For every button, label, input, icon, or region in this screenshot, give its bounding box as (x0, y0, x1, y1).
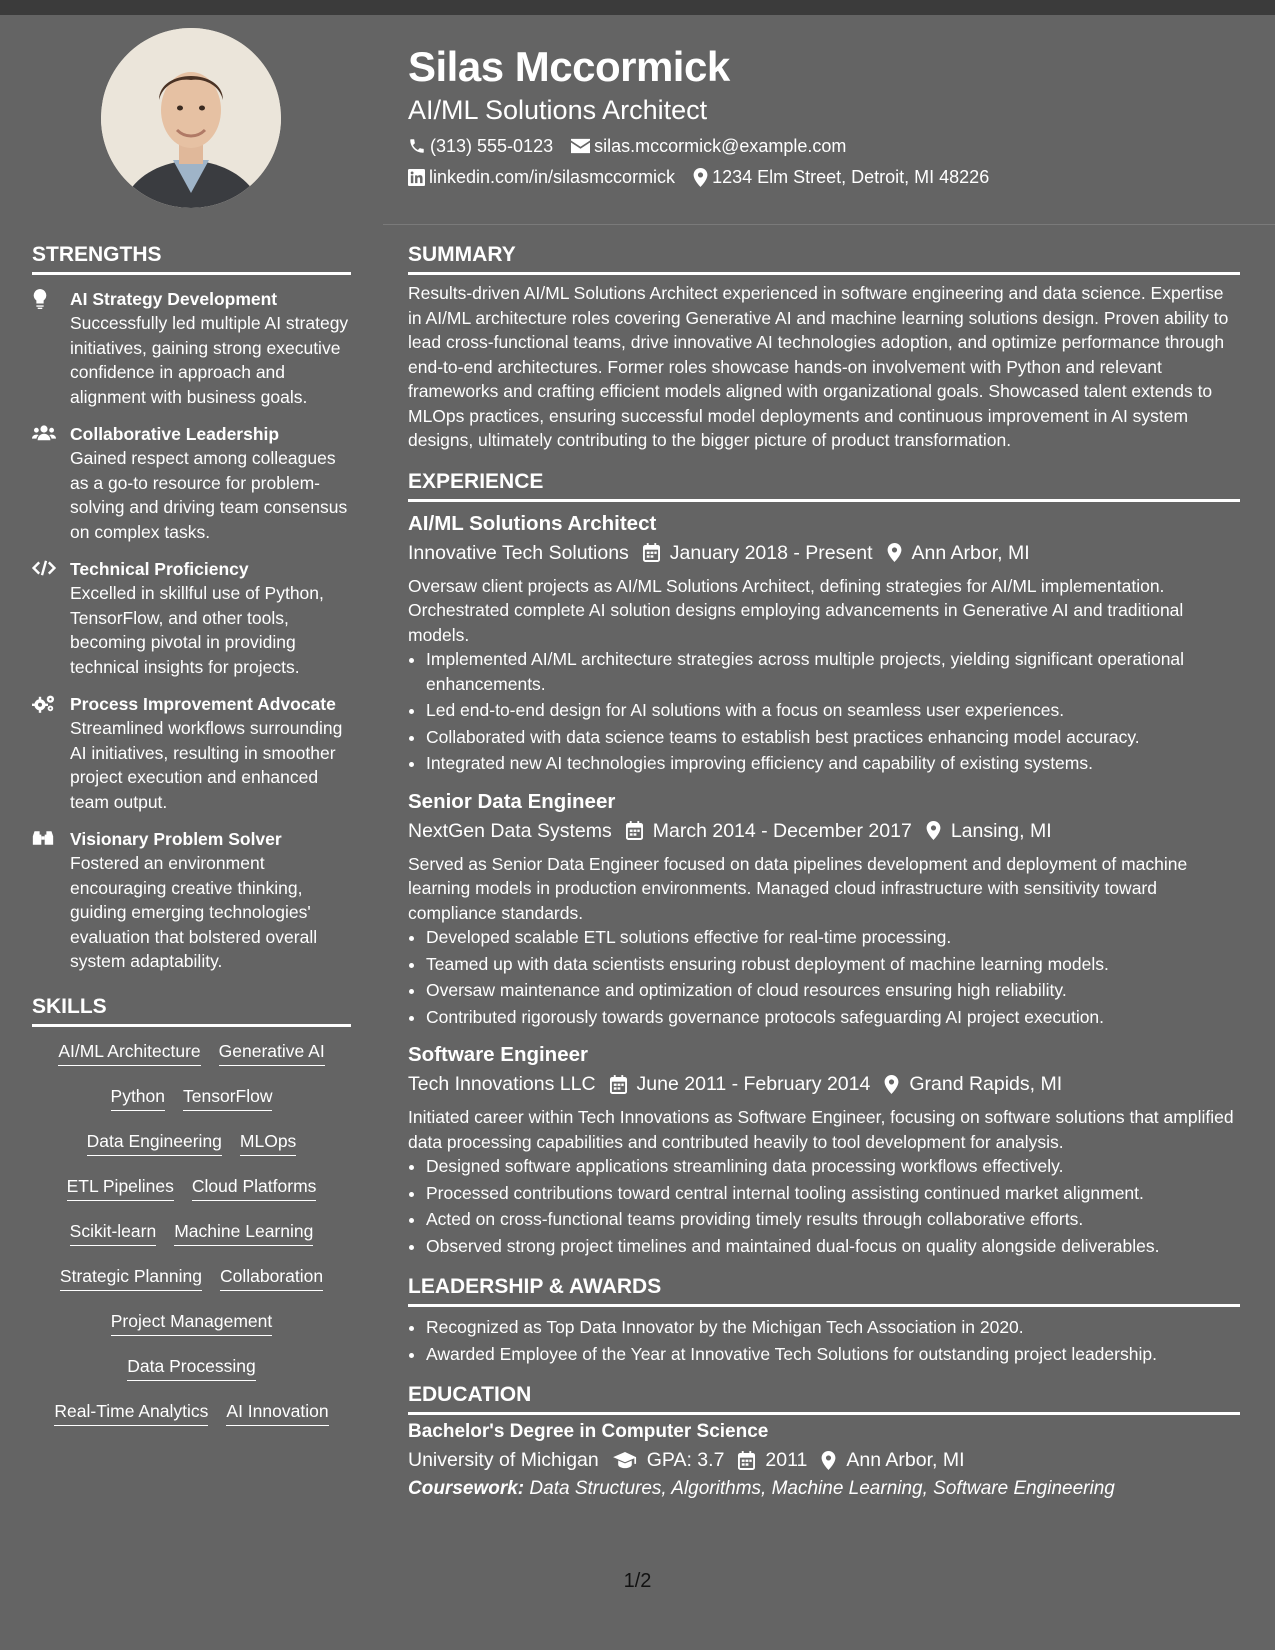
job-company: Tech Innovations LLC (408, 1073, 596, 1095)
degree-title: Bachelor's Degree in Computer Science (408, 1421, 769, 1442)
experience-heading: EXPERIENCE (408, 467, 1240, 502)
job-title: Software Engineer (408, 1043, 588, 1066)
coursework-label: Coursework: (408, 1478, 525, 1499)
users-icon (32, 424, 56, 442)
job-bullet: • Acted on cross-functional teams providing timely results through collaborative efforts. (426, 1207, 1240, 1232)
job-title: Senior Data Engineer (408, 789, 616, 813)
skill-tag: MLOps (240, 1129, 296, 1156)
job-title: AI/ML Solutions Architect (408, 511, 657, 535)
code-icon (32, 559, 56, 577)
linkedin-contact[interactable] (408, 165, 675, 189)
job-bullets (408, 1154, 1240, 1258)
skill-tag: Data Engineering (87, 1129, 222, 1156)
job-bullet: • Oversaw maintenance and optimization of cloud resources ensuring high reliability. (426, 978, 1240, 1003)
summary-heading: SUMMARY (408, 240, 1240, 275)
map-marker-icon (884, 1075, 899, 1094)
strength-title: Visionary Problem Solver (70, 829, 282, 849)
profile-photo-image (101, 28, 281, 208)
contact-row-2 (408, 165, 1248, 189)
map-marker-icon (926, 821, 941, 840)
job-description: Served as Senior Data Engineer focused on data pipelines development and deployment of machine learning models in production environments. Managed cloud infrastructure with sensitivity toward compliance standards. (408, 853, 1188, 923)
job-bullets (408, 647, 1240, 776)
calendar-icon (610, 1075, 627, 1094)
job-description: Oversaw client projects as AI/ML Solutions Architect, defining strategies for AI/ML implementation. Orchestrated complete AI solution designs employing advancements in Generative AI and traditional models. (408, 575, 1184, 645)
candidate-name: Silas Mccormick (408, 43, 730, 90)
school-name: University of Michigan (408, 1449, 599, 1471)
job-bullet: • Designed software applications streamlining data processing workflows effectively. (426, 1154, 1240, 1179)
job-location-text: Ann Arbor, MI (911, 541, 1030, 564)
summary-text: Results-driven AI/ML Solutions Architect experienced in software engineering and data science. Expertise in AI/ML architecture roles covering Generative AI and machine learning solutions design. Proven ability to lead cross-functional teams, drive innovative AI technologies adoption, and optimize performance through end-to-end architectures. Former roles showcase hands-on involvement with Python and relevant frameworks and crafting efficient models aligned with organizational goals. Showcased talent extends to MLOps practices, ensuring successful model deployments and continuous improvement in AI system designs, ultimately contributing to the bigger picture of product transformation. (408, 283, 1229, 450)
skills-row (32, 1264, 351, 1309)
strength-item (32, 827, 351, 974)
email-text: silas.mccormick@example.com (594, 136, 847, 156)
strength-item (32, 557, 351, 679)
skill-tag: Real-Time Analytics (54, 1399, 208, 1426)
address-text: 1234 Elm Street, Detroit, MI 48226 (712, 167, 990, 187)
coursework (408, 1475, 1240, 1503)
right-column (408, 240, 1240, 1503)
gears-icon (32, 694, 56, 714)
profile-photo (101, 28, 281, 208)
skills-row (32, 1084, 351, 1129)
gpa-text: GPA: 3.7 (646, 1449, 725, 1471)
skill-tag: Strategic Planning (60, 1264, 202, 1291)
skills-row (32, 1219, 351, 1264)
lightbulb-icon (32, 289, 48, 309)
skills-row (32, 1399, 351, 1444)
skill-tag: ETL Pipelines (67, 1174, 174, 1201)
job-bullet: • Collaborated with data science teams to establish best practices enhancing model accuracy. (426, 725, 1240, 750)
job-bullets (408, 925, 1240, 1029)
skills-row (32, 1309, 351, 1354)
linkedin-text: linkedin.com/in/silasmccormick (429, 167, 676, 187)
skill-tag: Python (111, 1084, 165, 1111)
skill-tag: Cloud Platforms (192, 1174, 317, 1201)
skills-row (32, 1174, 351, 1219)
phone-text: (313) 555-0123 (430, 136, 554, 156)
job-description: Initiated career within Tech Innovations as Software Engineer, focusing on software solutions that amplified data processing capabilities and contributed heavily to tool development for analysis. (408, 1107, 1234, 1152)
strength-desc: Successfully led multiple AI strategy initiatives, gaining strong executive confidence in approach and alignment with business goals. (70, 313, 349, 407)
job-company: NextGen Data Systems (408, 819, 612, 842)
email-contact[interactable] (571, 134, 846, 158)
binoculars-icon (32, 829, 54, 847)
strength-item (32, 422, 351, 544)
job-location (884, 1069, 1062, 1099)
job-entry (408, 510, 1240, 776)
strengths-heading: STRENGTHS (32, 240, 351, 275)
graduation-cap-icon (613, 1452, 637, 1469)
skill-tag: Scikit-learn (70, 1219, 157, 1246)
job-dates-text: June 2011 - February 2014 (636, 1073, 871, 1095)
map-marker-icon (693, 168, 708, 187)
strength-item (32, 692, 351, 814)
skill-tag: AI/ML Architecture (58, 1039, 200, 1066)
candidate-role: AI/ML Solutions Architect (408, 95, 708, 125)
calendar-icon (738, 1451, 755, 1470)
job-bullet: • Implemented AI/ML architecture strategies across multiple projects, yielding significant operational enhancements. (426, 647, 1240, 696)
job-bullet: • Observed strong project timelines and maintained dual-focus on quality alongside deliverables. (426, 1234, 1240, 1259)
phone-contact (408, 134, 553, 158)
school-location (821, 1445, 964, 1475)
job-location (887, 538, 1030, 568)
job-dates (626, 816, 912, 846)
calendar-icon (626, 821, 643, 840)
job-entry (408, 1041, 1240, 1258)
job-meta (408, 538, 1240, 568)
job-meta (408, 1069, 1240, 1099)
strength-desc: Streamlined workflows surrounding AI initiatives, resulting in smoother project execution and enhanced team output. (70, 718, 343, 812)
contact-row-1 (408, 134, 1248, 158)
job-dates (610, 1069, 871, 1099)
skill-tag: Data Processing (127, 1354, 255, 1381)
graduation-year (738, 1445, 807, 1475)
strength-desc: Fostered an environment encouraging creative thinking, guiding emerging technologies' evaluation that bolstered overall system adaptability. (70, 853, 318, 971)
education-heading: EDUCATION (408, 1380, 1240, 1415)
address-contact (693, 165, 989, 189)
job-bullet: • Contributed rigorously towards governance protocols safeguarding AI project execution. (426, 1005, 1240, 1030)
calendar-icon (643, 543, 660, 562)
job-bullet: • Led end-to-end design for AI solutions with a focus on seamless user experiences. (426, 698, 1240, 723)
job-bullet: • Developed scalable ETL solutions effective for real-time processing. (426, 925, 1240, 950)
job-company: Innovative Tech Solutions (408, 541, 629, 564)
left-column (32, 240, 351, 1444)
skills-list (32, 1039, 351, 1444)
strength-title: Collaborative Leadership (70, 424, 280, 444)
strength-item (32, 287, 351, 409)
skill-tag: TensorFlow (183, 1084, 272, 1111)
job-location (926, 816, 1052, 846)
page-number: 1/2 (623, 1570, 652, 1592)
map-marker-icon (887, 543, 902, 562)
skill-tag: Machine Learning (174, 1219, 313, 1246)
year-text: 2011 (765, 1449, 808, 1471)
linkedin-icon (408, 169, 425, 186)
job-bullet: • Teamed up with data scientists ensuring robust deployment of machine learning models. (426, 952, 1240, 977)
resume-header (408, 40, 1248, 189)
skills-row (32, 1039, 351, 1084)
job-entry (408, 788, 1240, 1030)
award-item: • Awarded Employee of the Year at Innovative Tech Solutions for outstanding project leadership. (426, 1342, 1240, 1367)
awards-list (408, 1315, 1240, 1366)
award-item: • Recognized as Top Data Innovator by the Michigan Tech Association in 2020. (426, 1315, 1240, 1340)
coursework-text: Data Structures, Algorithms, Machine Learning, Software Engineering (529, 1478, 1115, 1499)
envelope-icon (571, 138, 590, 154)
job-bullet: • Integrated new AI technologies improving efficiency and capability of existing systems. (426, 751, 1240, 776)
school-location-text: Ann Arbor, MI (846, 1449, 965, 1471)
header-divider (383, 224, 1275, 225)
strength-title: Technical Proficiency (70, 559, 249, 579)
skill-tag: Project Management (111, 1309, 272, 1336)
skill-tag: Collaboration (220, 1264, 323, 1291)
awards-heading: LEADERSHIP & AWARDS (408, 1272, 1240, 1307)
map-marker-icon (821, 1451, 836, 1470)
job-meta (408, 816, 1240, 846)
skill-tag: AI Innovation (226, 1399, 328, 1426)
education-meta (408, 1445, 1240, 1475)
job-dates-text: March 2014 - December 2017 (652, 819, 912, 842)
strength-desc: Excelled in skillful use of Python, TensorFlow, and other tools, becoming pivotal in providing technical insights for projects. (70, 583, 324, 677)
top-bar (0, 0, 1275, 15)
job-dates-text: January 2018 - Present (669, 541, 873, 564)
strength-title: Process Improvement Advocate (70, 694, 336, 714)
skills-heading: SKILLS (32, 992, 351, 1027)
phone-icon (408, 137, 426, 155)
gpa (613, 1445, 725, 1475)
job-dates (643, 538, 873, 568)
skills-row (32, 1354, 351, 1399)
job-location-text: Grand Rapids, MI (909, 1073, 1063, 1095)
skills-row (32, 1129, 351, 1174)
skill-tag: Generative AI (219, 1039, 325, 1066)
strength-title: AI Strategy Development (70, 289, 278, 309)
job-location-text: Lansing, MI (950, 819, 1052, 842)
strength-desc: Gained respect among colleagues as a go-to resource for problem-solving and driving team consensus on complex tasks. (70, 448, 348, 542)
job-bullet: • Processed contributions toward central internal tooling assisting continued market alignment. (426, 1181, 1240, 1206)
